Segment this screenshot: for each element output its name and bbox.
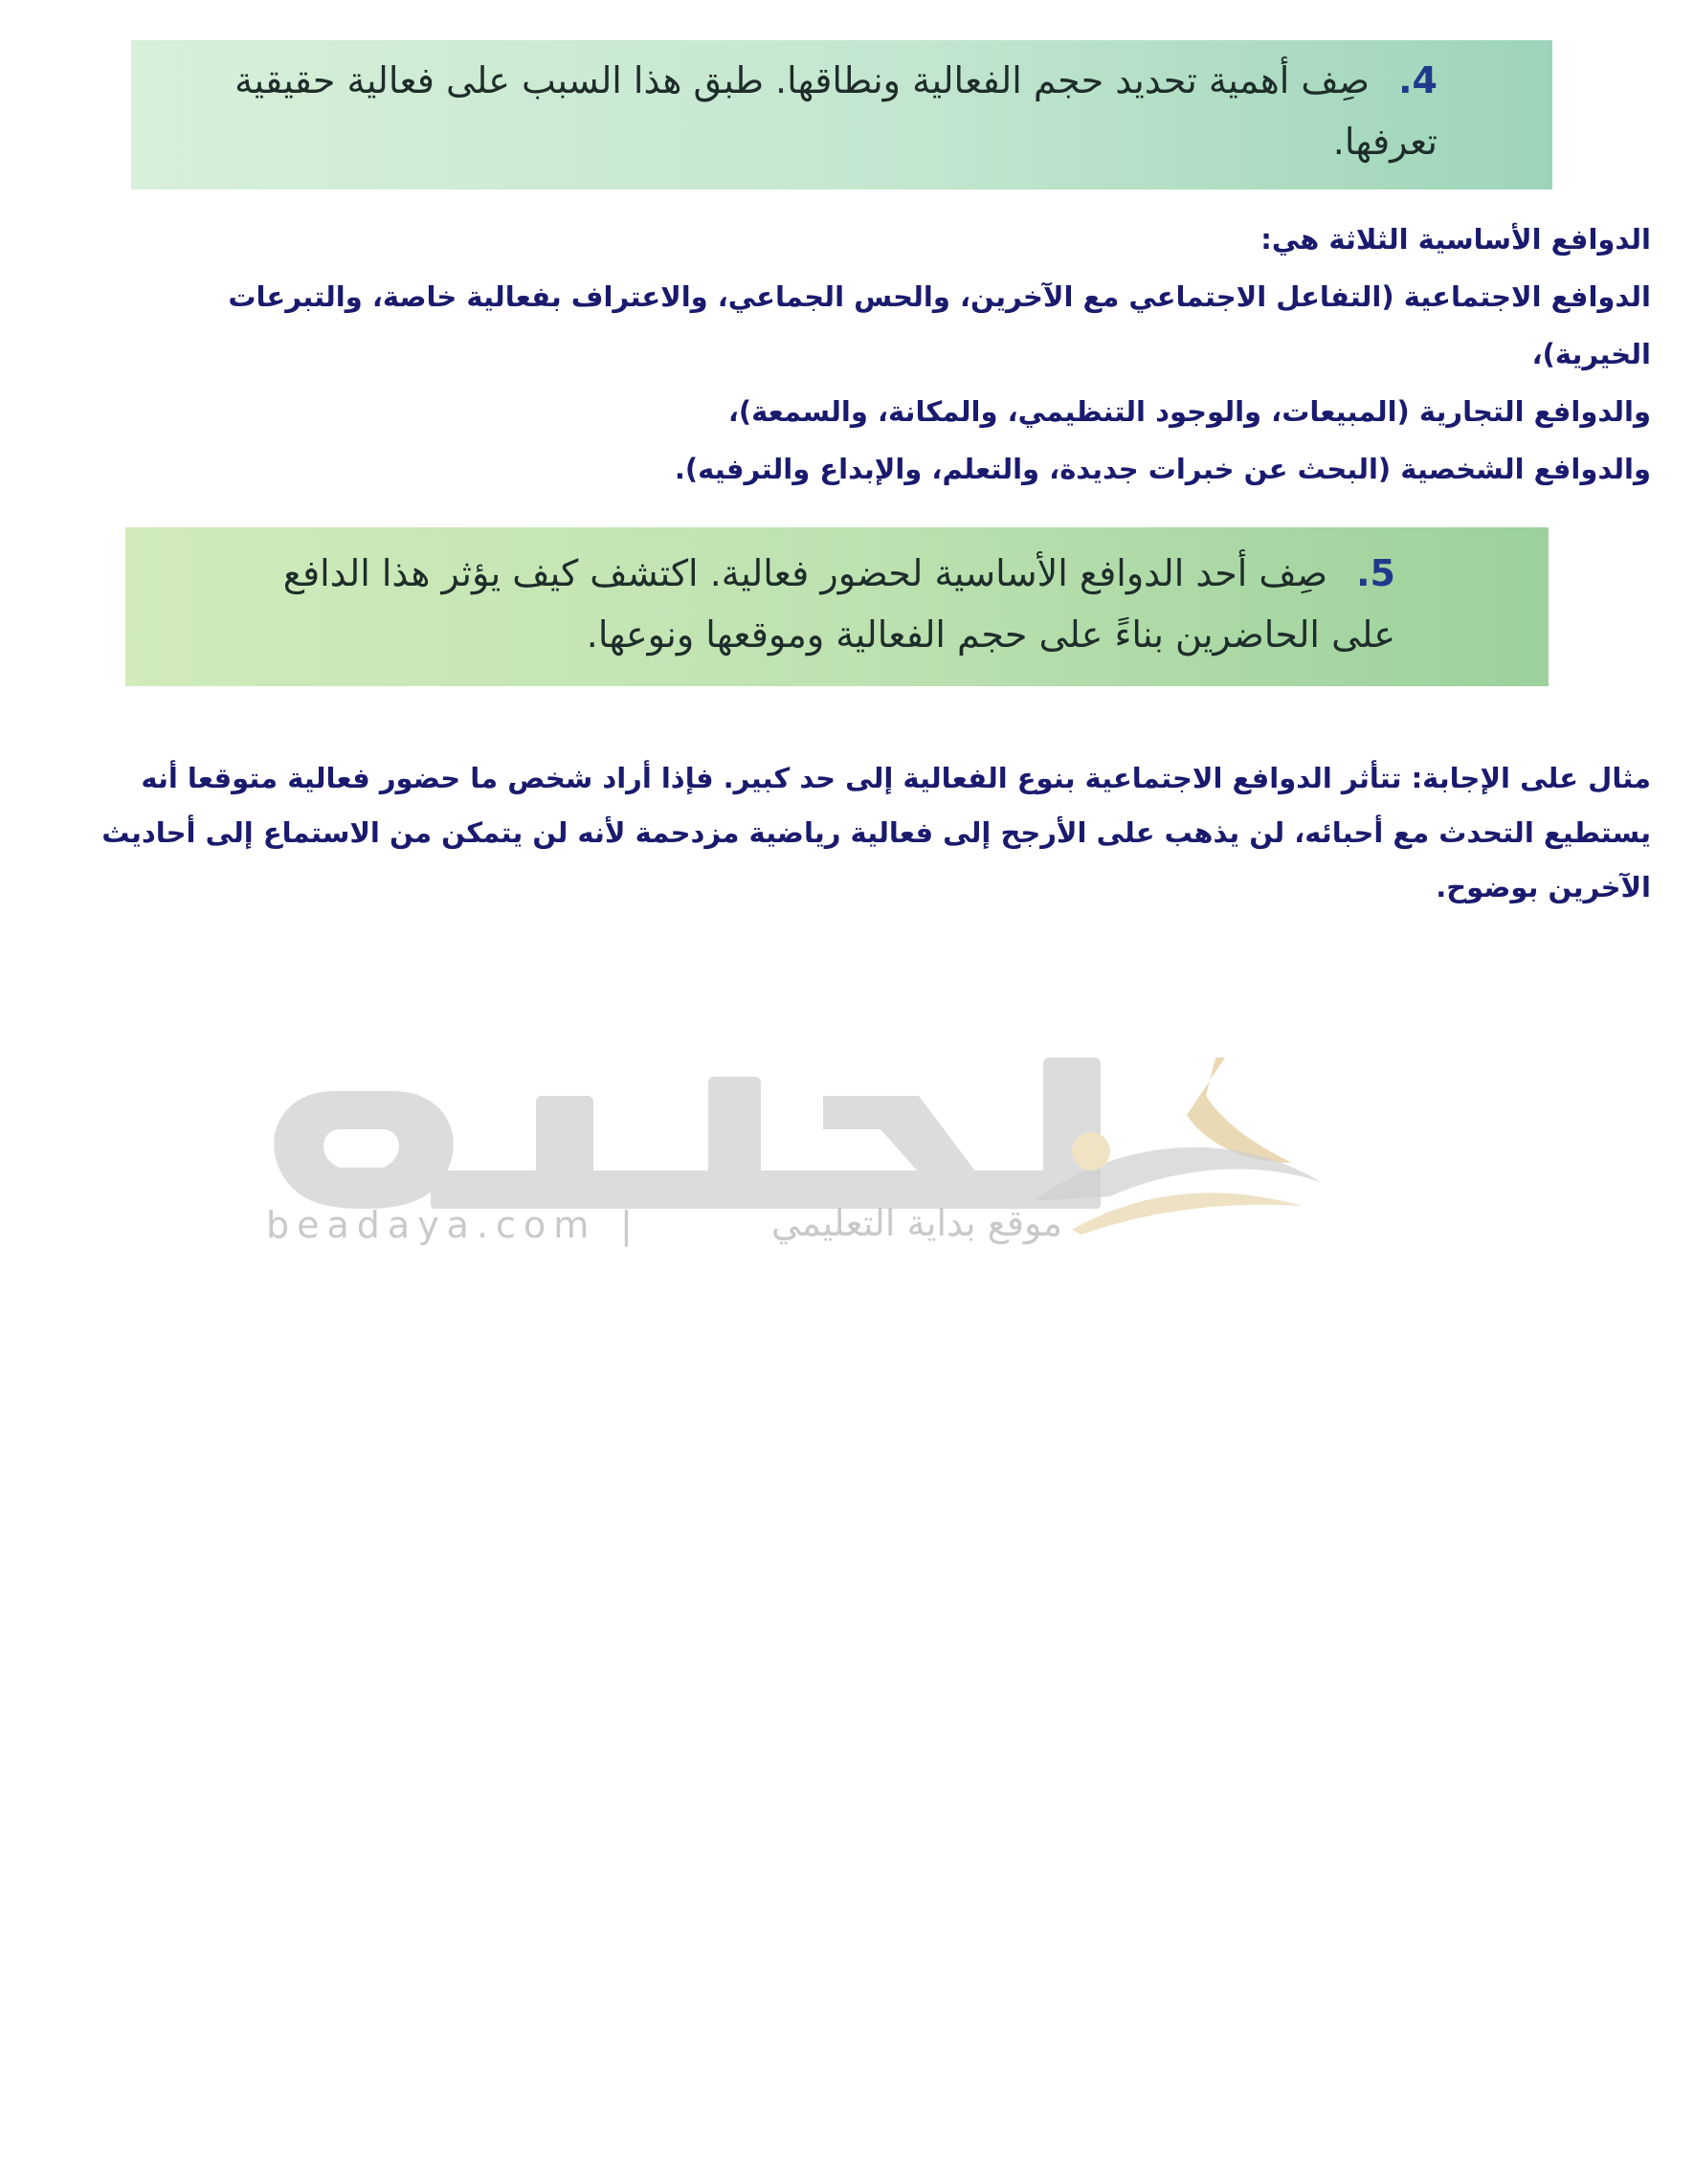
answer-4-block xyxy=(144,211,1651,498)
question-5-text: صِف أحد الدوافع الأساسية لحضور فعالية. اكتشف كيف يؤثر هذا الدافع على الحاضرين بناءً على حجم الفعالية وموقعها ونوعها. xyxy=(282,552,1395,656)
answer-4-line-3: والدوافع التجارية (المبيعات، والوجود التنظيمي، والمكانة، والسمعة)، xyxy=(727,395,1651,428)
question-5-box xyxy=(125,527,1549,686)
watermark-site: beadaya.com xyxy=(266,1204,597,1246)
answer-4-line-2: الدوافع الاجتماعية (التفاعل الاجتماعي مع الآخرين، والحس الجماعي، والاعتراف بفعالية خاصة، والتبرعات الخيرية)، xyxy=(228,280,1651,370)
question-4-number: 4. xyxy=(1398,59,1438,101)
answer-5-text: مثال على الإجابة: تتأثر الدوافع الاجتماعية بنوع الفعالية إلى حد كبير. فإذا أراد شخص ما حضور فعالية متوقعا أنه يستطيع التحدث مع أحبائه، لن يذهب على الأرجح إلى فعالية رياضية مزدحمة لأنه لن يتمكن من الاستماع إلى أحاديث الآخرين بوضوح. xyxy=(101,762,1651,903)
answer-4-line-4: والدوافع الشخصية (البحث عن خبرات جديدة، والتعلم، والإبداع والترفيه). xyxy=(674,453,1651,485)
watermark-separator: | xyxy=(620,1204,633,1246)
watermark-tagline: موقع بداية التعليمي xyxy=(770,1202,1062,1244)
logo-swoosh xyxy=(1081,1058,1292,1163)
question-4-box xyxy=(131,40,1552,189)
answer-4-line-1: الدوافع الأساسية الثلاثة هي: xyxy=(1260,223,1651,256)
logo-dot xyxy=(1072,1132,1110,1170)
question-5-number: 5. xyxy=(1356,552,1395,594)
question-4-text: صِف أهمية تحديد حجم الفعالية ونطاقها. طبق هذا السبب على فعالية حقيقية تعرفها. xyxy=(234,59,1438,163)
